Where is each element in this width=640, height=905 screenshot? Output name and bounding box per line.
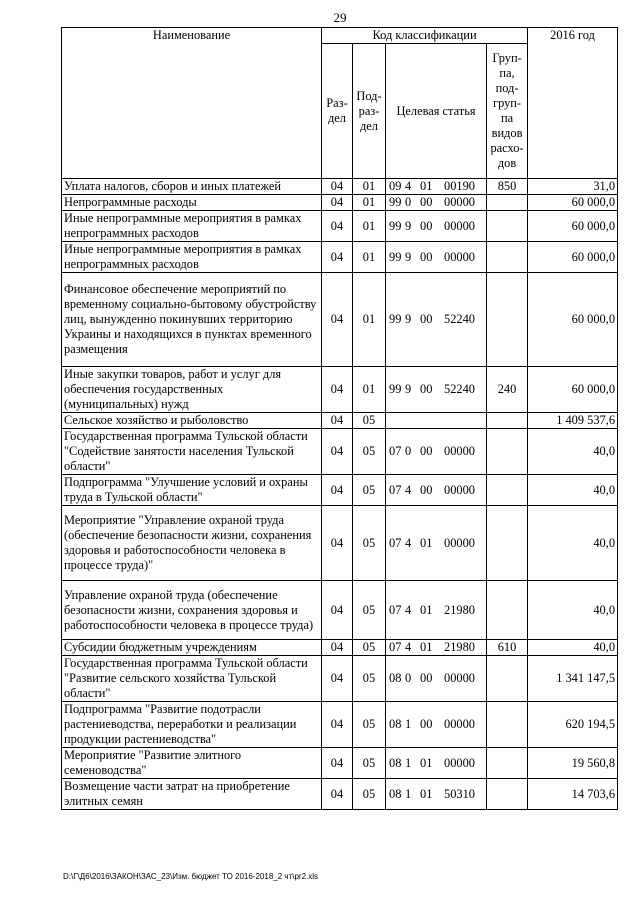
row-expense-type: 610 — [487, 640, 528, 656]
target-article-part: 00000 — [444, 195, 475, 209]
target-article-part: 08 — [389, 717, 402, 731]
target-article-part: 01 — [420, 786, 433, 801]
target-article-part: 99 — [389, 312, 402, 326]
row-expense-type — [487, 211, 528, 242]
target-article-part: 21980 — [444, 640, 475, 654]
row-razdel: 04 — [322, 429, 353, 475]
header-year: 2016 год — [528, 28, 618, 179]
target-article-part: 00000 — [444, 218, 475, 233]
row-razdel: 04 — [322, 640, 353, 656]
row-podrazdel: 05 — [353, 581, 386, 640]
header-target-article: Целевая статья — [386, 44, 487, 179]
target-article-part: 0 — [405, 671, 412, 685]
row-razdel: 04 — [322, 581, 353, 640]
row-amount: 1 409 537,6 — [528, 413, 618, 429]
row-name: Мероприятие "Управление охраной труда (обеспечение безопасности жизни, сохранения здоровья и работоспособности человека в процессе труда)" — [62, 506, 322, 581]
row-amount: 40,0 — [528, 581, 618, 640]
row-target-article — [386, 195, 487, 211]
row-name: Подпрограмма "Улучшение условий и охраны труда в Тульской области" — [62, 475, 322, 506]
table-row — [62, 211, 618, 242]
target-article-part: 0 — [405, 195, 412, 209]
table-row — [62, 581, 618, 640]
budget-table — [61, 27, 618, 810]
target-article-part: 00000 — [444, 535, 475, 550]
target-article-part: 4 — [405, 602, 412, 617]
target-article-part: 99 — [389, 382, 402, 396]
row-razdel: 04 — [322, 273, 353, 367]
row-podrazdel: 01 — [353, 211, 386, 242]
target-article-part: 99 — [389, 218, 402, 233]
row-amount: 14 703,6 — [528, 779, 618, 810]
row-target-article — [386, 413, 487, 429]
row-name: Иные непрограммные мероприятия в рамках непрограммных расходов — [62, 211, 322, 242]
row-name: Государственная программа Тульской области "Содействие занятости населения Тульской области" — [62, 429, 322, 475]
row-amount: 31,0 — [528, 179, 618, 195]
row-podrazdel: 05 — [353, 779, 386, 810]
row-razdel: 04 — [322, 656, 353, 702]
row-target-article — [386, 640, 487, 656]
row-expense-type — [487, 748, 528, 779]
target-article-part: 00000 — [444, 249, 475, 264]
table-row — [62, 273, 618, 367]
target-article-part: 00000 — [444, 717, 475, 731]
target-article-part: 00 — [420, 717, 433, 731]
target-article-part: 01 — [420, 602, 433, 617]
header-subsection: Под-раз-дел — [353, 44, 386, 179]
row-target-article — [386, 475, 487, 506]
target-article-part: 07 — [389, 640, 402, 654]
row-expense-type — [487, 429, 528, 475]
row-expense-type — [487, 195, 528, 211]
table-row — [62, 656, 618, 702]
target-article-part: 99 — [389, 195, 402, 209]
target-article-part: 99 — [389, 249, 402, 264]
row-podrazdel: 05 — [353, 702, 386, 748]
row-amount: 60 000,0 — [528, 211, 618, 242]
target-article-part: 1 — [405, 717, 412, 731]
table-row — [62, 640, 618, 656]
row-target-article — [386, 367, 487, 413]
row-razdel: 04 — [322, 748, 353, 779]
row-razdel: 04 — [322, 702, 353, 748]
table-row — [62, 413, 618, 429]
row-razdel: 04 — [322, 211, 353, 242]
table-row — [62, 429, 618, 475]
row-expense-type — [487, 413, 528, 429]
row-expense-type — [487, 581, 528, 640]
row-name: Сельское хозяйство и рыболовство — [62, 413, 322, 429]
target-article-part: 07 — [389, 444, 402, 458]
row-amount: 60 000,0 — [528, 273, 618, 367]
row-razdel: 04 — [322, 506, 353, 581]
row-podrazdel: 05 — [353, 475, 386, 506]
row-expense-type — [487, 242, 528, 273]
target-article-part: 52240 — [444, 312, 475, 326]
table-row — [62, 779, 618, 810]
target-article-part: 01 — [420, 535, 433, 550]
row-amount: 19 560,8 — [528, 748, 618, 779]
header-row — [62, 28, 618, 44]
row-amount: 620 194,5 — [528, 702, 618, 748]
table-row — [62, 367, 618, 413]
row-name: Иные закупки товаров, работ и услуг для обеспечения государственных (муниципальных) нужд — [62, 367, 322, 413]
row-name: Возмещение части затрат на приобретение элитных семян — [62, 779, 322, 810]
row-podrazdel: 05 — [353, 429, 386, 475]
row-razdel: 04 — [322, 195, 353, 211]
header-name: Наименование — [62, 28, 322, 179]
row-target-article — [386, 273, 487, 367]
target-article-part: 1 — [405, 755, 412, 770]
table-row — [62, 702, 618, 748]
row-podrazdel: 05 — [353, 506, 386, 581]
target-article-part: 52240 — [444, 382, 475, 396]
row-target-article — [386, 211, 487, 242]
target-article-part: 1 — [405, 786, 412, 801]
target-article-part: 08 — [389, 671, 402, 685]
target-article-part: 9 — [405, 312, 412, 326]
row-target-article — [386, 779, 487, 810]
row-podrazdel: 05 — [353, 748, 386, 779]
row-target-article — [386, 429, 487, 475]
row-podrazdel: 01 — [353, 179, 386, 195]
row-expense-type — [487, 475, 528, 506]
row-name: Уплата налогов, сборов и иных платежей — [62, 179, 322, 195]
target-article-part: 00 — [420, 218, 433, 233]
row-podrazdel: 05 — [353, 656, 386, 702]
table-row — [62, 748, 618, 779]
row-podrazdel: 01 — [353, 195, 386, 211]
table-row — [62, 475, 618, 506]
target-article-part: 00 — [420, 249, 433, 264]
target-article-part: 07 — [389, 602, 402, 617]
row-target-article — [386, 506, 487, 581]
target-article-part: 0 — [405, 444, 412, 458]
row-name: Финансовое обеспечение мероприятий по временному социально-бытовому обустройству лиц, вынужденно покинувших территорию Украины и находящихся в пунктах временного размещения — [62, 273, 322, 367]
row-expense-type — [487, 702, 528, 748]
row-expense-type — [487, 656, 528, 702]
row-razdel: 04 — [322, 475, 353, 506]
row-razdel: 04 — [322, 779, 353, 810]
target-article-part: 00 — [420, 312, 433, 326]
target-article-part: 07 — [389, 482, 402, 497]
target-article-part: 00000 — [444, 444, 475, 458]
table-row — [62, 195, 618, 211]
target-article-part: 09 — [389, 179, 402, 193]
header-section: Раз-дел — [322, 44, 353, 179]
target-article-part: 4 — [405, 640, 412, 654]
target-article-part: 4 — [405, 535, 412, 550]
row-target-article — [386, 748, 487, 779]
row-amount: 1 341 147,5 — [528, 656, 618, 702]
row-expense-type — [487, 779, 528, 810]
target-article-part: 9 — [405, 249, 412, 264]
row-name: Непрограммные расходы — [62, 195, 322, 211]
table-row — [62, 179, 618, 195]
row-podrazdel: 05 — [353, 413, 386, 429]
table-row — [62, 506, 618, 581]
row-expense-type: 240 — [487, 367, 528, 413]
row-target-article — [386, 702, 487, 748]
target-article-part: 00 — [420, 195, 433, 209]
target-article-part: 9 — [405, 218, 412, 233]
row-podrazdel: 01 — [353, 367, 386, 413]
row-amount: 40,0 — [528, 506, 618, 581]
row-amount: 40,0 — [528, 429, 618, 475]
target-article-part: 00000 — [444, 482, 475, 497]
row-amount: 40,0 — [528, 475, 618, 506]
row-name: Управление охраной труда (обеспечение безопасности жизни, сохранения здоровья и работоспособности человека в процессе труда) — [62, 581, 322, 640]
row-target-article — [386, 581, 487, 640]
row-razdel: 04 — [322, 179, 353, 195]
header-group: Груп-па, под-груп-па видов расхо-дов — [487, 44, 528, 179]
row-target-article — [386, 179, 487, 195]
row-amount: 60 000,0 — [528, 195, 618, 211]
row-target-article — [386, 242, 487, 273]
target-article-part: 00000 — [444, 755, 475, 770]
table-row — [62, 242, 618, 273]
row-name: Подпрограмма "Развитие подотрасли растениеводства, переработки и реализации продукции растениеводства" — [62, 702, 322, 748]
target-article-part: 01 — [420, 640, 433, 654]
page-number: 29 — [333, 10, 347, 25]
target-article-part: 00 — [420, 671, 433, 685]
row-expense-type: 850 — [487, 179, 528, 195]
row-name: Субсидии бюджетным учреждениям — [62, 640, 322, 656]
row-name: Иные непрограммные мероприятия в рамках непрограммных расходов — [62, 242, 322, 273]
row-expense-type — [487, 506, 528, 581]
row-podrazdel: 01 — [353, 273, 386, 367]
row-expense-type — [487, 273, 528, 367]
row-amount: 60 000,0 — [528, 242, 618, 273]
row-razdel: 04 — [322, 413, 353, 429]
target-article-part: 00 — [420, 444, 433, 458]
target-article-part: 50310 — [444, 786, 475, 801]
target-article-part: 08 — [389, 755, 402, 770]
target-article-part: 00 — [420, 382, 433, 396]
row-amount: 40,0 — [528, 640, 618, 656]
row-podrazdel: 01 — [353, 242, 386, 273]
row-name: Мероприятие "Развитие элитного семеноводства" — [62, 748, 322, 779]
target-article-part: 07 — [389, 535, 402, 550]
table-body — [62, 179, 618, 810]
row-amount: 60 000,0 — [528, 367, 618, 413]
target-article-part: 4 — [405, 179, 412, 193]
row-name: Государственная программа Тульской области "Развитие сельского хозяйства Тульской области" — [62, 656, 322, 702]
row-podrazdel: 05 — [353, 640, 386, 656]
target-article-part: 00190 — [444, 179, 475, 193]
target-article-part: 00 — [420, 482, 433, 497]
target-article-part: 21980 — [444, 602, 475, 617]
target-article-part: 9 — [405, 382, 412, 396]
row-target-article — [386, 656, 487, 702]
header-code-group: Код классификации — [322, 28, 528, 44]
row-razdel: 04 — [322, 242, 353, 273]
target-article-part: 00000 — [444, 671, 475, 685]
target-article-part: 01 — [420, 755, 433, 770]
row-razdel: 04 — [322, 367, 353, 413]
target-article-part: 4 — [405, 482, 412, 497]
file-path-footer: D:\Г\Д6\2016\ЗАКОН\ЗАС_23\Изм. бюджет ТО 2016-2018_2 чт\pr2.xls — [63, 872, 319, 881]
target-article-part: 01 — [420, 179, 433, 193]
target-article-part: 08 — [389, 786, 402, 801]
